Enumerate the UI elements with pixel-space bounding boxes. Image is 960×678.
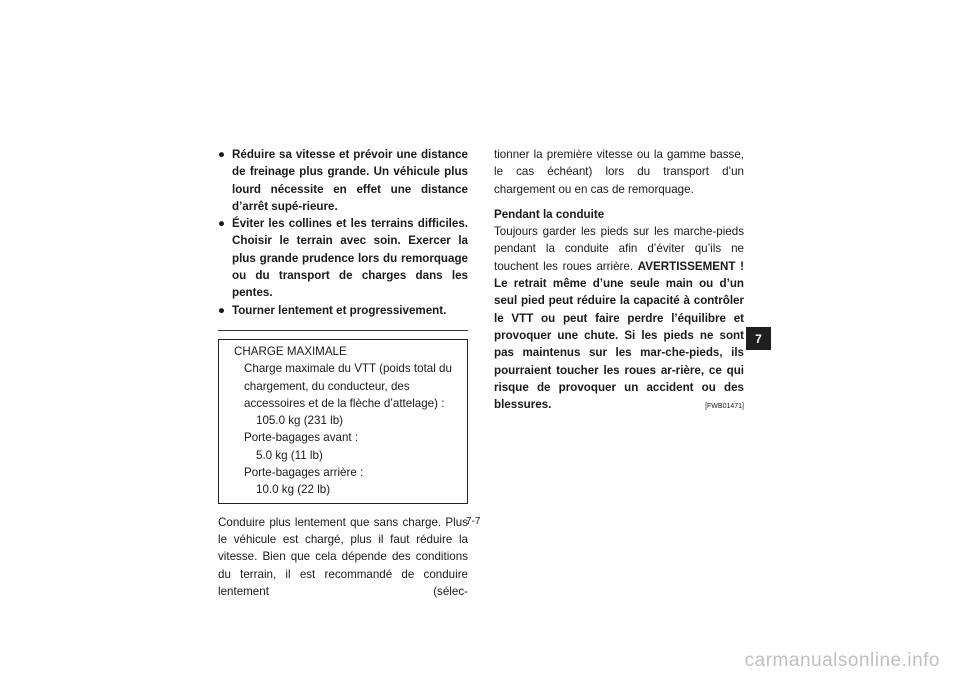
continued-paragraph: tionner la première vitesse ou la gamme basse, le cas échéant) lors du transport d’un chargement ou en cas de remorquage. (494, 148, 744, 196)
bullet-text: Éviter les collines et les terrains difficiles. Choisir le terrain avec soin. Exercer la plus grande prudence lors du remorquage ou du transport de charges dans les pentes. (232, 217, 468, 300)
vehicle-load-label: Charge maximale du VTT (poids total du chargement, du conducteur, des accessoires et de la flèche d’attelage) : (244, 362, 452, 410)
bullet-item (218, 146, 468, 215)
section-heading: Pendant la conduite (494, 207, 605, 221)
front-rack-value: 5.0 kg (11 lb) (256, 448, 323, 462)
bullet-text: Tourner lentement et progressivement. (232, 303, 447, 317)
chapter-tab: 7 (746, 327, 771, 350)
warning-text: AVERTISSEMENT ! Le retrait même d’une seule main ou d’un seul pied peut réduire la capacité à contrôler le VTT ou peut faire perdre l’équilibre et provoquer une chute. Si les pieds ne sont pas maintenus sur les mar-che-pieds, ils pourraient toucher les roues ar-rière, ce qui risque de provoquer un accident ou des blessures. (494, 259, 745, 412)
bullet-item (218, 302, 468, 319)
left-column (218, 146, 468, 600)
box-title: CHARGE MAXIMALE (234, 344, 347, 358)
page-number: 7-7 (466, 516, 481, 527)
bullet-icon: ● (218, 303, 226, 317)
rear-rack-value: 10.0 kg (22 lb) (256, 483, 331, 497)
section-divider (218, 330, 468, 331)
warning-paragraph (494, 223, 744, 415)
watermark: carmanualsonline.info (744, 650, 940, 671)
instruction-text: Toujours garder les pieds sur les marche-pieds pendant la conduite afin d’éviter qu’ils ne touchent les roues arrière. (494, 225, 744, 273)
bullet-item (218, 215, 468, 301)
max-load-box (218, 339, 468, 504)
body-paragraph: Conduire plus lentement que sans charge. Plus le véhicule est chargé, plus il faut réduire la vitesse. Bien que cela dépende des conditions du terrain, il est recommandé de conduire lentement (sélec- (218, 515, 468, 598)
bullet-icon: ● (218, 148, 226, 161)
vehicle-load-value: 105.0 kg (231 lb) (256, 414, 344, 428)
rear-rack-label: Porte-bagages arrière : (244, 466, 364, 480)
warning-reference-code: [FWB01471] (705, 403, 744, 411)
bullet-text: Réduire sa vitesse et prévoir une distance de freinage plus grande. Un véhicule plus lourd nécessite en effet une distance d’arrêt supé-rieure. (232, 148, 468, 213)
bullet-icon: ● (218, 217, 226, 231)
front-rack-label: Porte-bagages avant : (244, 431, 359, 445)
right-column (494, 146, 744, 415)
